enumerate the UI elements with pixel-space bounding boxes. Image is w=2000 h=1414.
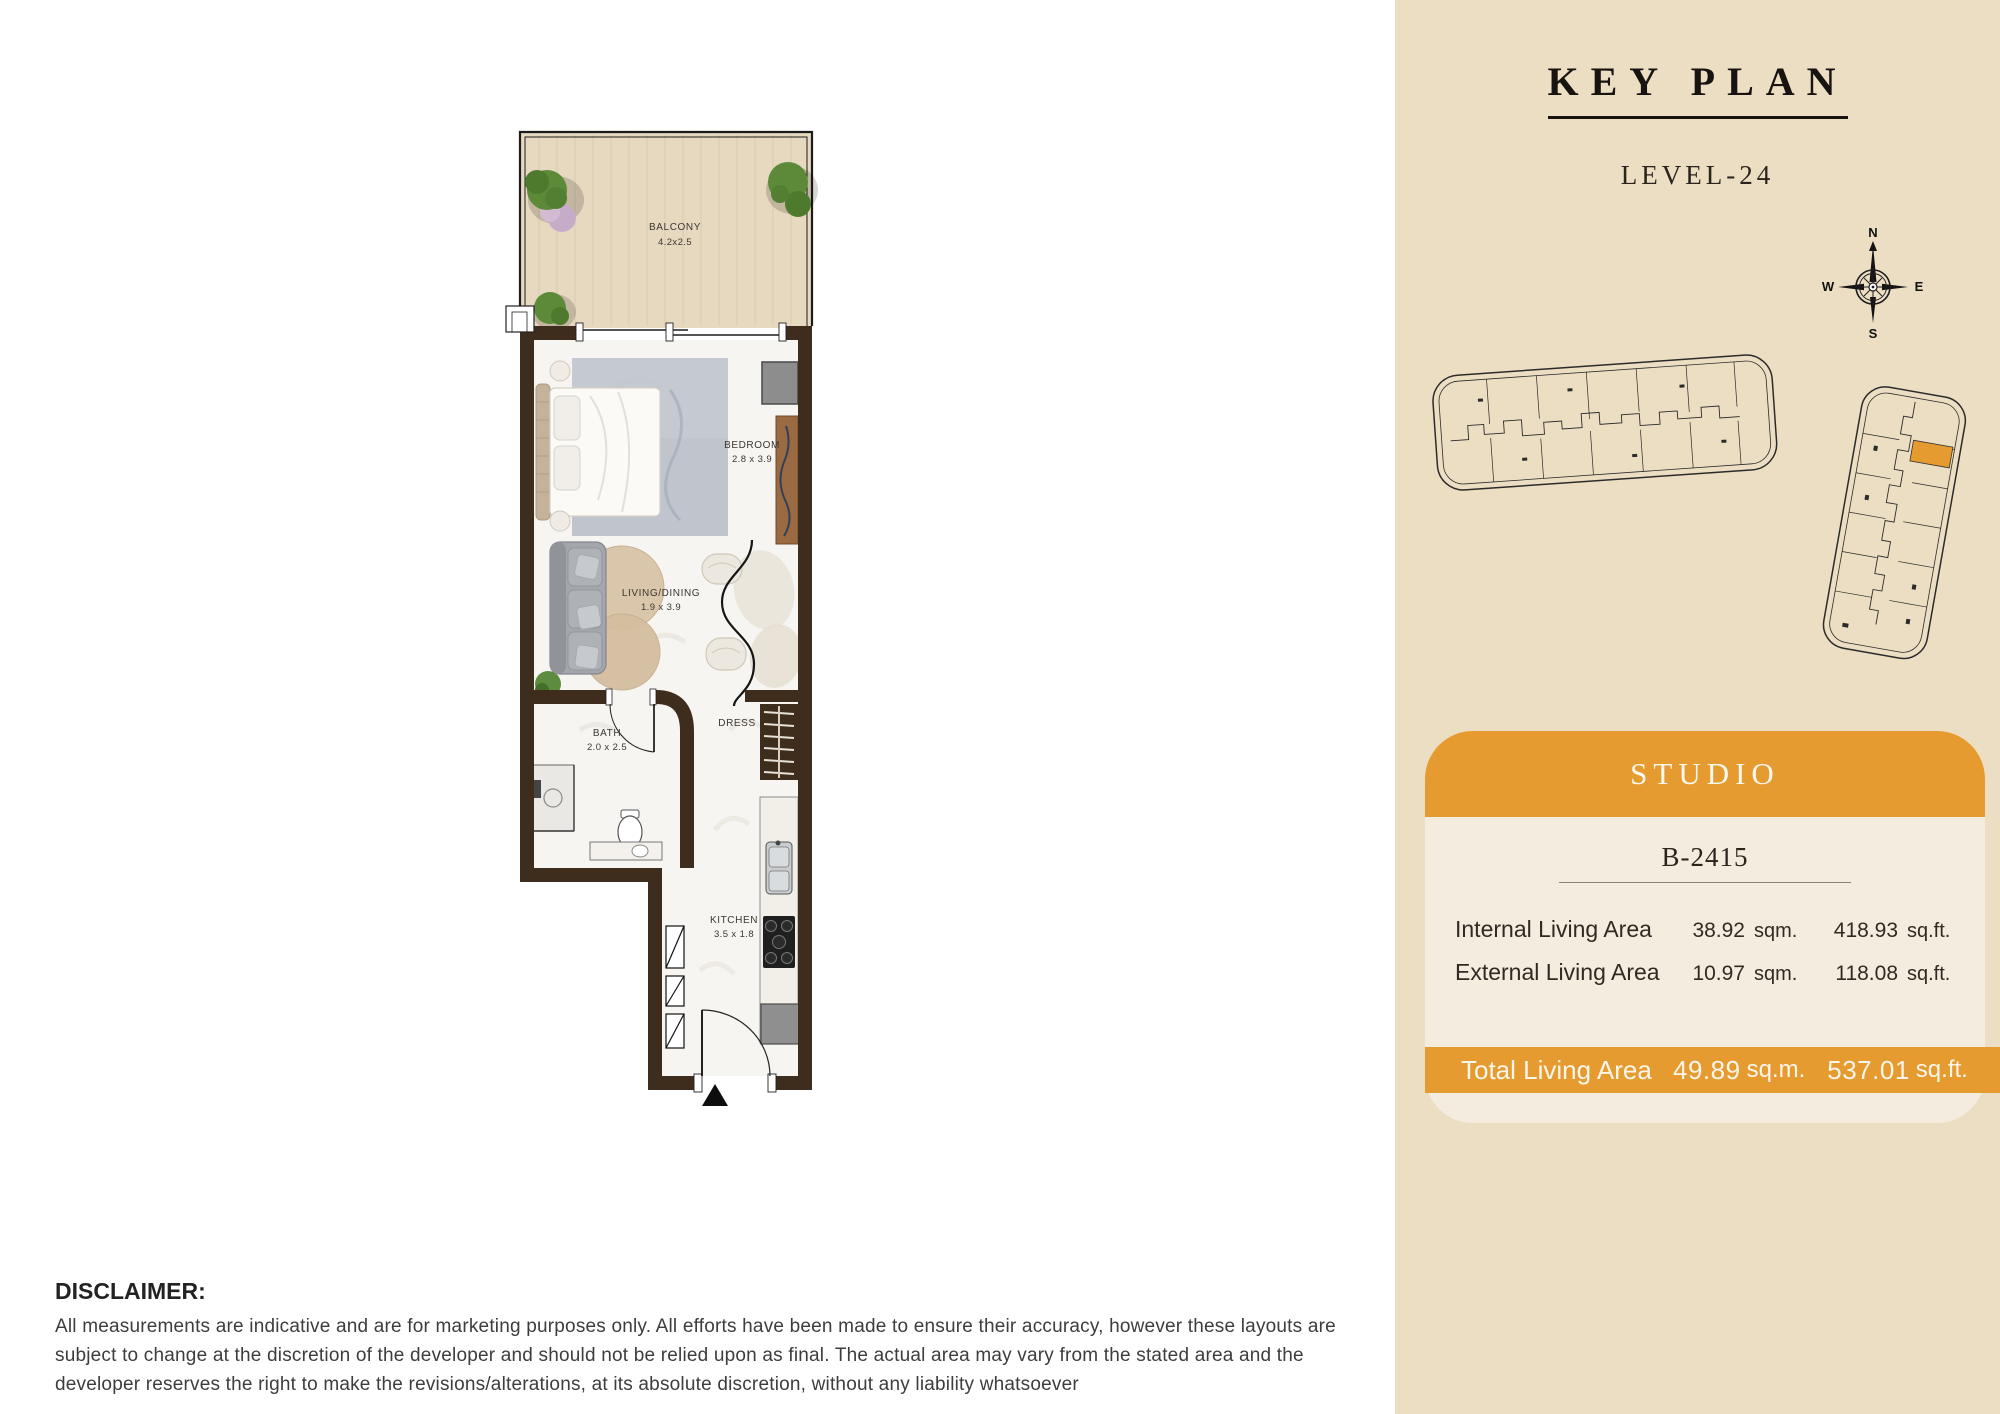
building-a-outline [1431,353,1778,491]
compass-w: W [1821,279,1835,294]
disclaimer-text: All measurements are indicative and are for marketing purposes only. All efforts have been made to ensure their accuracy, however these layouts are subject to change at the discretion of the developer and should not be relied upon as final. The actual area may vary from the stated area and the developer reserves the right to make the revisions/alterations, at its absolute discretion, without any liability whatsoever [55,1316,1336,1395]
building-b-outline [1820,383,1969,662]
ac-unit [762,362,798,404]
tall-units [666,926,684,1048]
total-label: Total Living Area [1461,1054,1652,1085]
dress-label: DRESS [718,718,756,729]
table-row [1455,959,1980,1002]
vanity [590,842,662,860]
unit-number-underline [1559,882,1851,883]
key-plan-title: KEY PLAN [1547,59,1848,104]
bedroom-label: BEDROOM [724,440,780,451]
floor-plan [490,90,850,1120]
total-sqm-unit: sq.m. [1746,1056,1806,1083]
area-sqm-unit: sqm. [1754,920,1798,942]
balcony-dims: 4.2x2.5 [658,237,692,248]
area-sqft-unit: sq.ft. [1907,963,1951,985]
level-label: LEVEL-24 [1620,160,1775,190]
bedroom-dims: 2.8 x 3.9 [731,454,773,465]
bath-label: BATH [592,728,622,739]
total-sqm-value: 49.89 [1673,1054,1741,1085]
disclaimer-heading: DISCLAIMER: [55,1278,206,1304]
kitchen-cabinet [761,1004,801,1044]
balcony [520,132,818,330]
bath-dims: 2.0 x 2.5 [586,742,628,753]
area-sqft-value: 118.08 [1835,962,1898,985]
compass-n: N [1868,225,1878,240]
sofa [550,542,606,674]
area-sqft-value: 418.93 [1833,919,1898,942]
kitchen-counter [760,797,801,1044]
area-sqm-value: 38.92 [1692,919,1745,942]
kitchen-label: KITCHEN [709,915,759,926]
wardrobe [776,416,798,544]
unit-number: B-2415 [1661,842,1749,872]
balcony-label: BALCONY [649,222,701,233]
disclaimer [55,1278,1385,1399]
area-sqft-unit: sq.ft. [1907,920,1951,942]
column [506,306,534,332]
area-sqm-unit: sqm. [1754,963,1798,985]
shower [532,765,574,831]
compass-e: E [1914,279,1924,294]
area-table [1455,916,1980,1002]
dress-shelf [760,704,798,780]
key-plan-title-underline [1548,116,1848,119]
nightstand-top [550,361,570,381]
stove [763,916,795,968]
living-dims: 1.9 x 3.9 [640,602,682,613]
area-row-label: External Living Area [1455,959,1660,985]
key-plan-panel [1395,0,2000,1414]
unit-type-banner [1425,731,1985,817]
area-sqm-value: 10.97 [1692,962,1745,985]
kitchen-sink [766,841,792,895]
total-living-area-bar [1425,1047,2000,1093]
kitchen-dims: 3.5 x 1.8 [713,929,755,940]
highlighted-unit [1910,440,1953,468]
compass-s: S [1868,326,1878,341]
table-row [1455,916,1980,959]
total-sqft-value: 537.01 [1827,1054,1910,1085]
living-label: LIVING/DINING [621,588,701,599]
unit-type-label: STUDIO [1630,756,1780,791]
area-row-label: Internal Living Area [1455,916,1652,942]
key-plan-buildings [1420,330,2000,700]
compass-icon [1818,225,1930,343]
total-sqft-unit: sq.ft. [1915,1056,1968,1083]
nightstand-bottom [550,511,570,531]
bed [536,384,660,520]
